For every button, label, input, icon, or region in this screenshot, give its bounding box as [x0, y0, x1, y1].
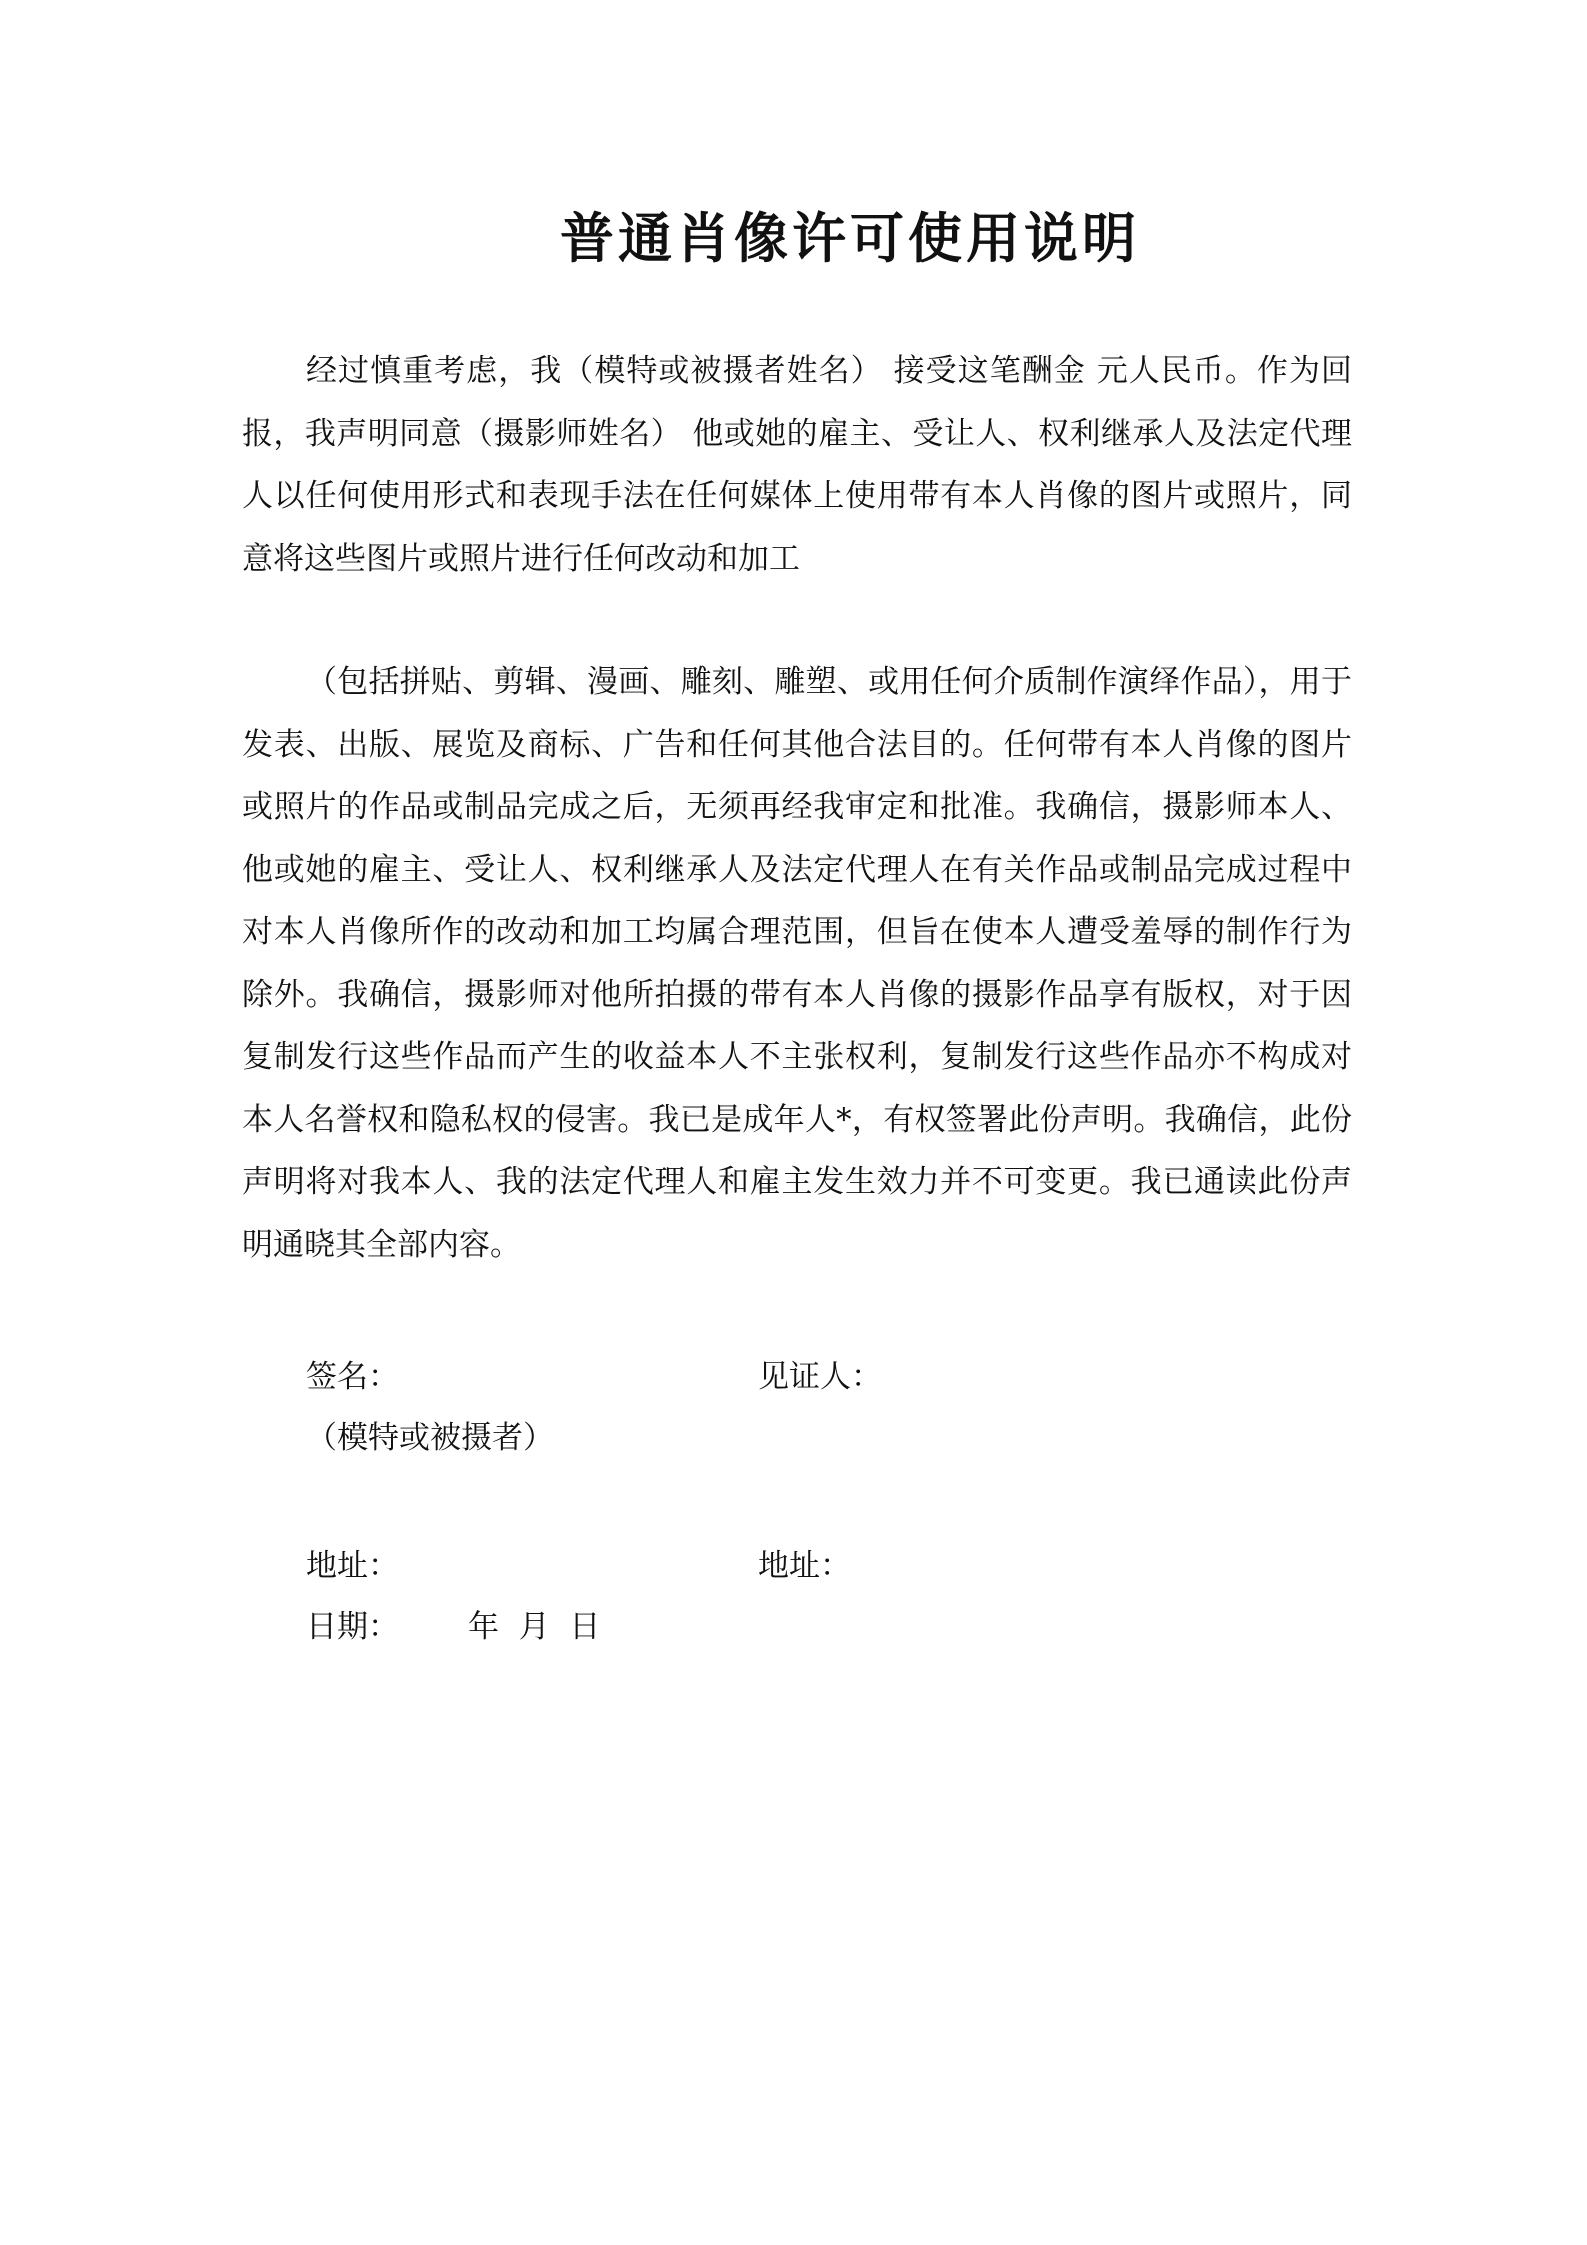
witness-label: 见证人：: [758, 1359, 882, 1395]
address-label-left: 地址：: [306, 1548, 399, 1584]
body-paragraph-2: （包括拼贴、剪辑、漫画、雕刻、雕塑、或用任何介质制作演绎作品），用于发表、出版、展览及商标、广告和任何其他合法目的。任何带有本人肖像的图片或照片的作品或制品完成之后，无须再经我审定和批准。我确信，摄影师本人、他或她的雇主、受让人、权利继承人及法定代理人在有关作品或制品完成过程中对本人肖像所作的改动和加工均属合理范围，但旨在使本人遭受羞辱的制作行为除外。我确信，摄影师对他所拍摄的带有本人肖像的摄影作品享有版权，对于因复制发行这些作品而产生的收益本人不主张权利，复制发行这些作品亦不构成对本人名誉权和隐私权的侵害。我已是成年人*，有权签署此份声明。我确信，此份声明将对我本人、我的法定代理人和雇主发生效力并不可变更。我已通读此份声明通晓其全部内容。: [242, 664, 1352, 1263]
signature-role-note: （模特或被摄者）: [306, 1420, 554, 1456]
body-paragraph-1: 经过慎重考虑，我（模特或被摄者姓名） 接受这笔酬金 元人民币。作为回报，我声明同意（摄影师姓名） 他或她的雇主、受让人、权利继承人及法定代理人以任何使用形式和表现手法在任何媒体上使用带有本人肖像的图片或照片，同意将这些图片或照片进行任何改动和加工: [242, 353, 1352, 577]
signature-label: 签名：: [306, 1359, 399, 1395]
date-fields: 年 月 日: [468, 1609, 601, 1645]
address-label-right: 地址：: [758, 1548, 851, 1584]
date-label: 日期：: [306, 1609, 399, 1645]
document-title: 普通肖像许可使用说明: [560, 206, 1140, 270]
